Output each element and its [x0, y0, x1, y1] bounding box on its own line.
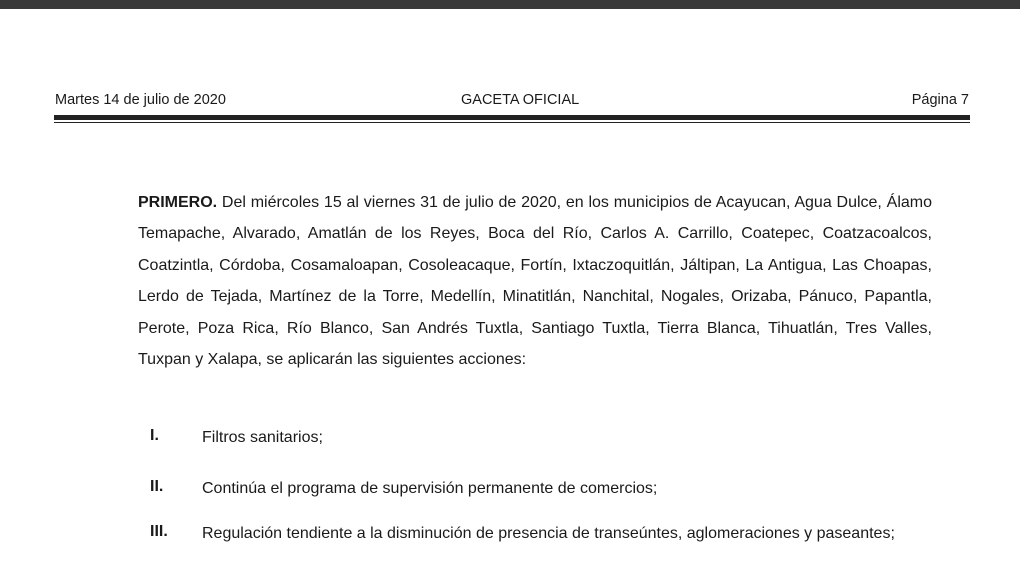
- header-page-number: Página 7: [911, 92, 969, 108]
- header-rule-thin: [54, 122, 970, 123]
- list-item-text: Regulación tendiente a la disminución de presencia de transeúntes, aglomeraciones y paseantes;: [202, 525, 895, 542]
- list-item-number: I.: [150, 427, 159, 444]
- article-paragraph: [138, 187, 932, 375]
- header-rule-thick: [54, 115, 970, 120]
- list-item-text: Continúa el programa de supervisión permanente de comercios;: [202, 480, 658, 497]
- article-lead: PRIMERO.: [138, 194, 218, 211]
- page-header: [55, 92, 969, 112]
- list-item-number: II.: [150, 478, 164, 495]
- list-item-text: Filtros sanitarios;: [202, 429, 323, 446]
- list-item-number: III.: [150, 523, 168, 540]
- header-date: Martes 14 de julio de 2020: [55, 92, 226, 108]
- header-title: GACETA OFICIAL: [461, 92, 580, 108]
- article-text: Del miércoles 15 al viernes 31 de julio de 2020, en los municipios de Acayucan, Agua Dulce, Álamo Temapache, Alvarado, Amatlán de los Reyes, Boca del Río, Carlos A. Carrillo, Coatepec, Coatzacoalcos, Coatzintla, Córdoba, Cosamaloapan, Cosoleacaque, Fortín, Ixtaczoquitlán, Jáltipan, La Antigua, Las Choapas, Lerdo de Tejada, Martínez de la Torre, Medellín, Minatitlán, Nanchital, Nogales, Orizaba, Pánuco, Papantla, Perote, Poza Rica, Río Blanco, San Andrés Tuxtla, Santiago Tuxtla, Tierra Blanca, Tihuatlán, Tres Valles, Tuxpan y Xalapa, se aplicarán las siguientes acciones:: [138, 194, 932, 369]
- top-dark-bar: [0, 0, 1020, 9]
